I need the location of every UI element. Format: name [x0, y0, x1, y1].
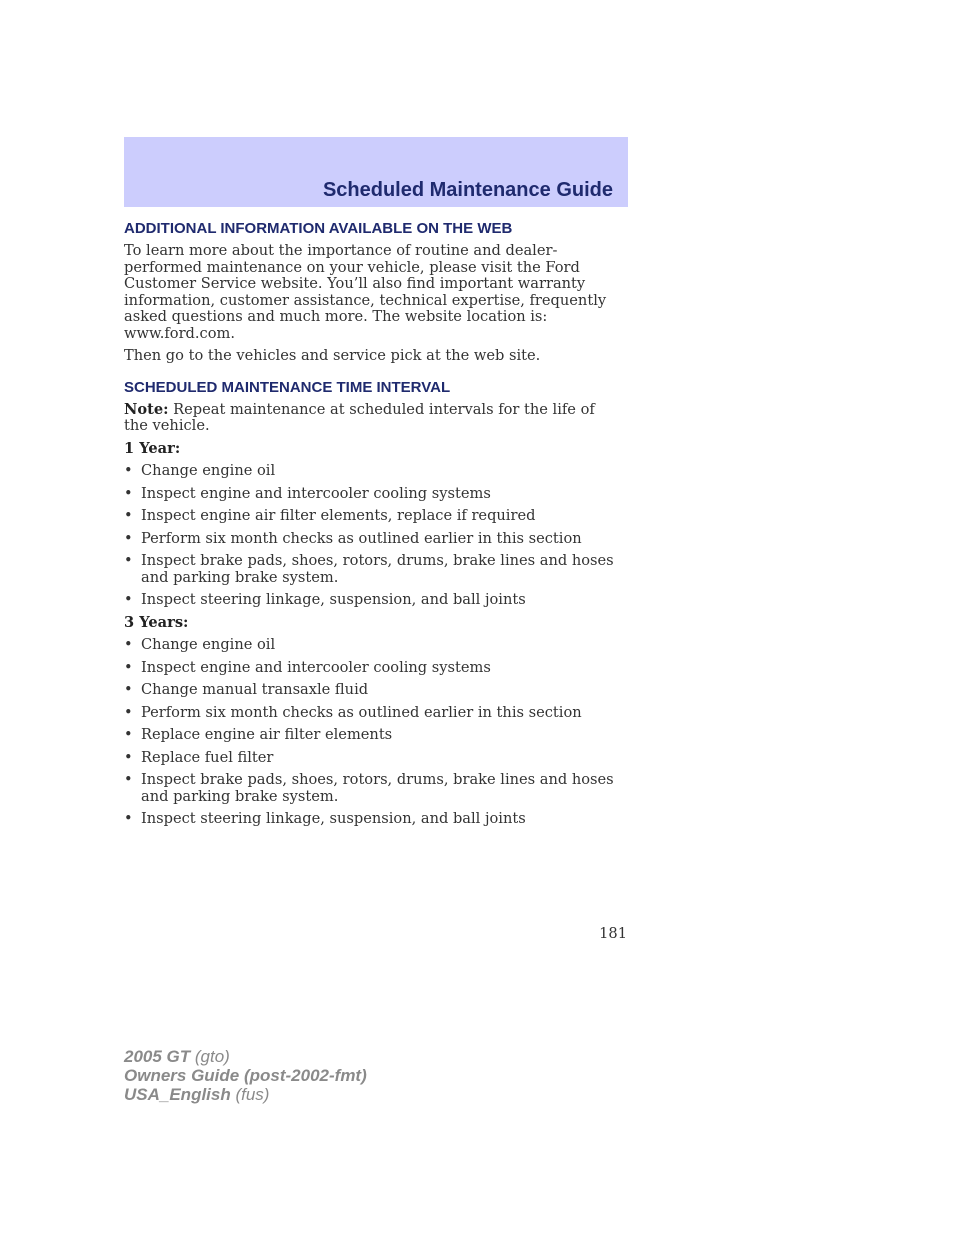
section-heading-web-info: ADDITIONAL INFORMATION AVAILABLE ON THE WEB — [124, 220, 513, 237]
note-label: Note: — [124, 400, 169, 418]
footer-language-code: (fus) — [230, 1085, 270, 1104]
web-info-paragraph: To learn more about the importance of routine and dealer-performed maintenance on your vehicle, please visit the Ford Customer Service website. You’ll also find important warranty information, customer assistance, technical expertise, frequently asked questions and much more. The website location is: www.ford.com. — [124, 242, 607, 342]
list-item: • Change manual transaxle fluid — [124, 682, 614, 699]
page-content — [124, 220, 614, 834]
list-item: • Replace engine air filter elements — [124, 727, 614, 744]
list-item: • Inspect engine and intercooler cooling systems — [124, 660, 614, 677]
list-item: • Inspect engine air filter elements, replace if required — [124, 508, 614, 525]
footer-model-code: (gto) — [190, 1047, 230, 1066]
list-item: • Inspect steering linkage, suspension, and ball joints — [124, 811, 614, 828]
section-heading-time-interval: SCHEDULED MAINTENANCE TIME INTERVAL — [124, 378, 451, 396]
document-footer — [124, 1047, 367, 1104]
footer-model: 2005 GT — [124, 1047, 191, 1066]
footer-line-2: Owners Guide (post-2002-fmt) — [124, 1066, 367, 1085]
footer-line-1 — [124, 1047, 367, 1066]
note-paragraph — [124, 402, 614, 435]
page-number: 181 — [599, 925, 627, 942]
year-3-label: 3 Years: — [124, 613, 189, 631]
list-item: • Replace fuel filter — [124, 750, 614, 767]
page-title: Scheduled Maintenance Guide — [322, 179, 613, 201]
list-item: • Change engine oil — [124, 463, 614, 480]
footer-language: USA_English — [124, 1085, 231, 1104]
list-item: • Perform six month checks as outlined earlier in this section — [124, 531, 614, 548]
list-item: • Inspect brake pads, shoes, rotors, drums, brake lines and hoses and parking brake system. — [124, 772, 614, 805]
list-item: • Inspect brake pads, shoes, rotors, drums, brake lines and hoses and parking brake system. — [124, 553, 614, 586]
web-info-instruction: Then go to the vehicles and service pick at the web site. — [124, 347, 541, 364]
list-item: • Change engine oil — [124, 637, 614, 654]
footer-line-3 — [124, 1085, 367, 1104]
list-item: • Inspect steering linkage, suspension, and ball joints — [124, 592, 614, 609]
year-1-list — [124, 463, 614, 609]
list-item: • Perform six month checks as outlined earlier in this section — [124, 705, 614, 722]
list-item: • Inspect engine and intercooler cooling systems — [124, 486, 614, 503]
year-1-label: 1 Year: — [124, 439, 181, 457]
note-text: Repeat maintenance at scheduled intervals for the life of the vehicle. — [124, 400, 595, 434]
year-3-list — [124, 637, 614, 828]
section-header-band — [124, 137, 628, 207]
